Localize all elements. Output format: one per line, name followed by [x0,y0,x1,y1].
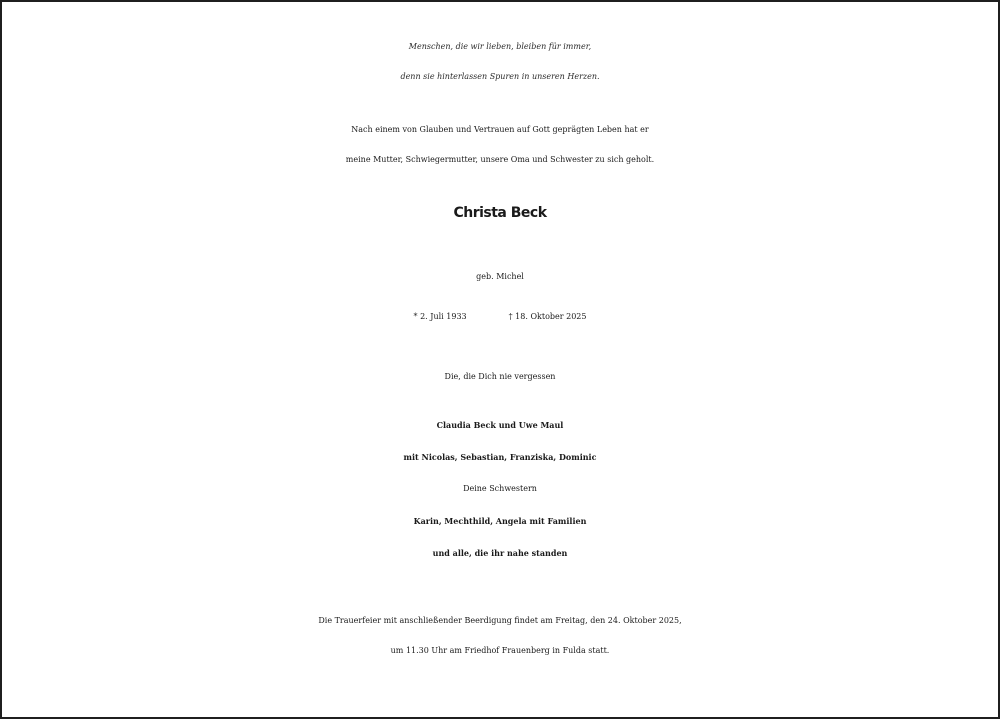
birth-name: geb. Michel [476,272,524,281]
death-date: † 18. Oktober 2025 [508,312,587,321]
mourner-line-2: mit Nicolas, Sebastian, Franziska, Dominic [403,452,597,462]
birth-date: * 2. Juli 1933 [413,312,467,321]
mourners-intro: Die, die Dich nie vergessen [444,372,556,381]
intro-line-1: Nach einem von Glauben und Vertrauen auf Gott geprägten Leben hat er [351,125,649,134]
intro-line-2: meine Mutter, Schwiegermutter, unsere Oma und Schwester zu sich geholt. [345,155,655,164]
mourner-line-1: Claudia Beck und Uwe Maul [436,420,564,430]
life-dates [0,312,1000,321]
mourner-line-3: Deine Schwestern [463,484,537,493]
mourner-line-5: und alle, die ihr nahe standen [432,548,568,558]
motto-line-1: Menschen, die wir lieben, bleiben für immer, [408,42,592,51]
service-info-line-1: Die Trauerfeier mit anschließender Beerdigung findet am Freitag, den 24. Oktober 2025, [318,616,682,625]
motto-line-2: denn sie hinterlassen Spuren in unseren Herzen. [400,72,600,81]
service-info-line-2: um 11.30 Uhr am Friedhof Frauenberg in Fulda statt. [390,646,610,655]
deceased-name: Christa Beck [453,205,547,221]
mourner-line-4: Karin, Mechthild, Angela mit Familien [413,516,587,526]
